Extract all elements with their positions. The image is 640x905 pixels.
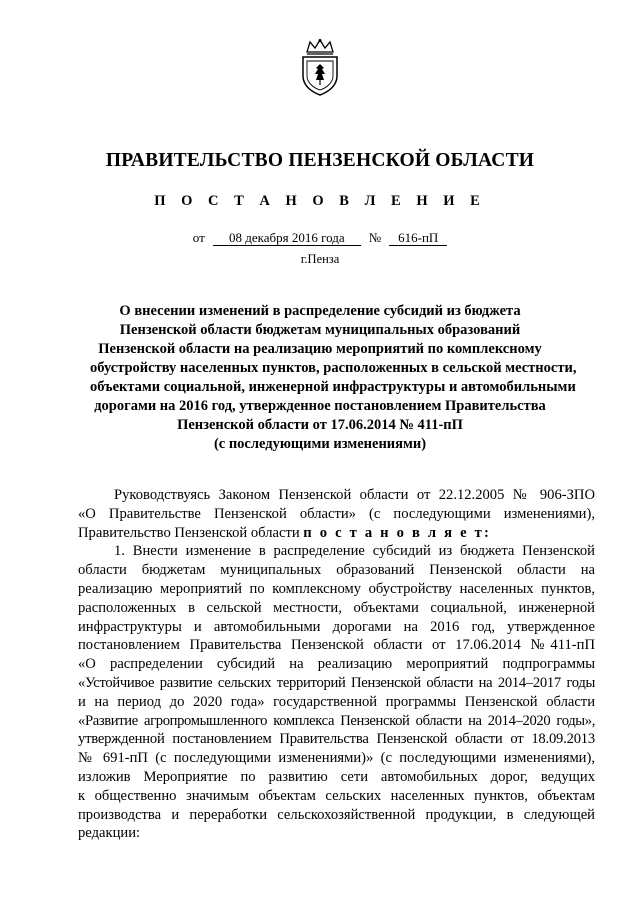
item1-line: «Устойчивое развитие сельских территорий Пензенской области на 2014–2017 годы <box>78 674 595 691</box>
item1-line: реализацию мероприятий по комплексному обустройству населенных пунктов, <box>78 580 595 597</box>
number-prefix: № <box>368 230 382 245</box>
item1-line: области бюджетам муниципальных образований Пензенской области на <box>78 562 595 579</box>
subject-line: Пензенской области на реализацию мероприятий по комплексному <box>98 341 542 357</box>
subject-line: О внесении изменений в распределение субсидий из бюджета <box>119 303 521 319</box>
item1-line: производства и переработки сельскохозяйственной продукции, в следующей <box>78 806 595 823</box>
item1-line: № 691-пП (с последующими изменениями)» (с последующими изменениями), <box>78 750 595 767</box>
preamble-line: Руководствуясь Законом Пензенской области от 22.12.2005 № 906-ЗПО <box>114 487 595 503</box>
item1-line: постановлением Правительства Пензенской области от 17.06.2014 №411-пП <box>78 637 595 654</box>
item1-line: к общественно значимым объектам сельских населенных пунктов, объектам <box>78 787 595 804</box>
item1-line: «Развитие агропромышленного комплекса Пензенской области на 2014–2020 годы», <box>78 712 595 729</box>
document-subject <box>90 302 577 454</box>
preamble-text: Правительство Пензенской области <box>78 524 304 541</box>
document-date: 08 декабря 2016 года <box>213 231 361 246</box>
date-number-line <box>0 230 640 246</box>
item1-line: и на период до 2020 года» государственной программы Пензенской области <box>78 693 595 710</box>
subject-line: обустройству населенных пунктов, расположенных в сельской местности, <box>90 360 577 376</box>
document-number: 616-пП <box>389 231 447 246</box>
date-prefix: от <box>192 230 205 245</box>
city-label: г.Пенза <box>300 252 340 266</box>
item1-line: утвержденной постановлением Правительства Пензенской области от 18.09.2013 <box>78 731 595 748</box>
item1-line: «О распределении субсидий на реализацию мероприятий подпрограммы <box>78 656 595 673</box>
item1-line: изложив Мероприятие по развитию сети автомобильных дорог, ведущих <box>78 768 595 785</box>
subject-line: (с последующими изменениями) <box>213 436 427 452</box>
subject-line: Пензенской области от 17.06.2014 № 411-пП <box>177 417 463 433</box>
subject-line: объектами социальной, инженерной инфраструктуры и автомобильными <box>90 379 576 395</box>
preamble-line: «О Правительстве Пензенской области» (с последующими изменениями), <box>78 505 595 522</box>
item1-line: инфраструктуры и автомобильными дорогами на 2016 год, утвержденное <box>78 618 595 635</box>
item1-line: расположенных в сельской местности, объектами социальной, инженерной <box>78 599 595 616</box>
resolves-keyword: п о с т а н о в л я е т: <box>303 524 492 541</box>
penza-region-coat-of-arms-icon <box>297 38 343 96</box>
subject-line: дорогами на 2016 год, утвержденное постановлением Правительства <box>94 398 546 414</box>
item1-line: 1. Внести изменение в распределение субсидий из бюджета Пензенской <box>114 543 595 560</box>
document-type-title: П О С Т А Н О В Л Е Н И Е <box>154 193 486 209</box>
government-title: ПРАВИТЕЛЬСТВО ПЕНЗЕНСКОЙ ОБЛАСТИ <box>105 150 535 171</box>
preamble-line <box>78 524 595 543</box>
subject-line: Пензенской области бюджетам муниципальных образований <box>119 322 521 338</box>
item1-line: редакции: <box>78 825 141 842</box>
document-body <box>78 486 595 843</box>
